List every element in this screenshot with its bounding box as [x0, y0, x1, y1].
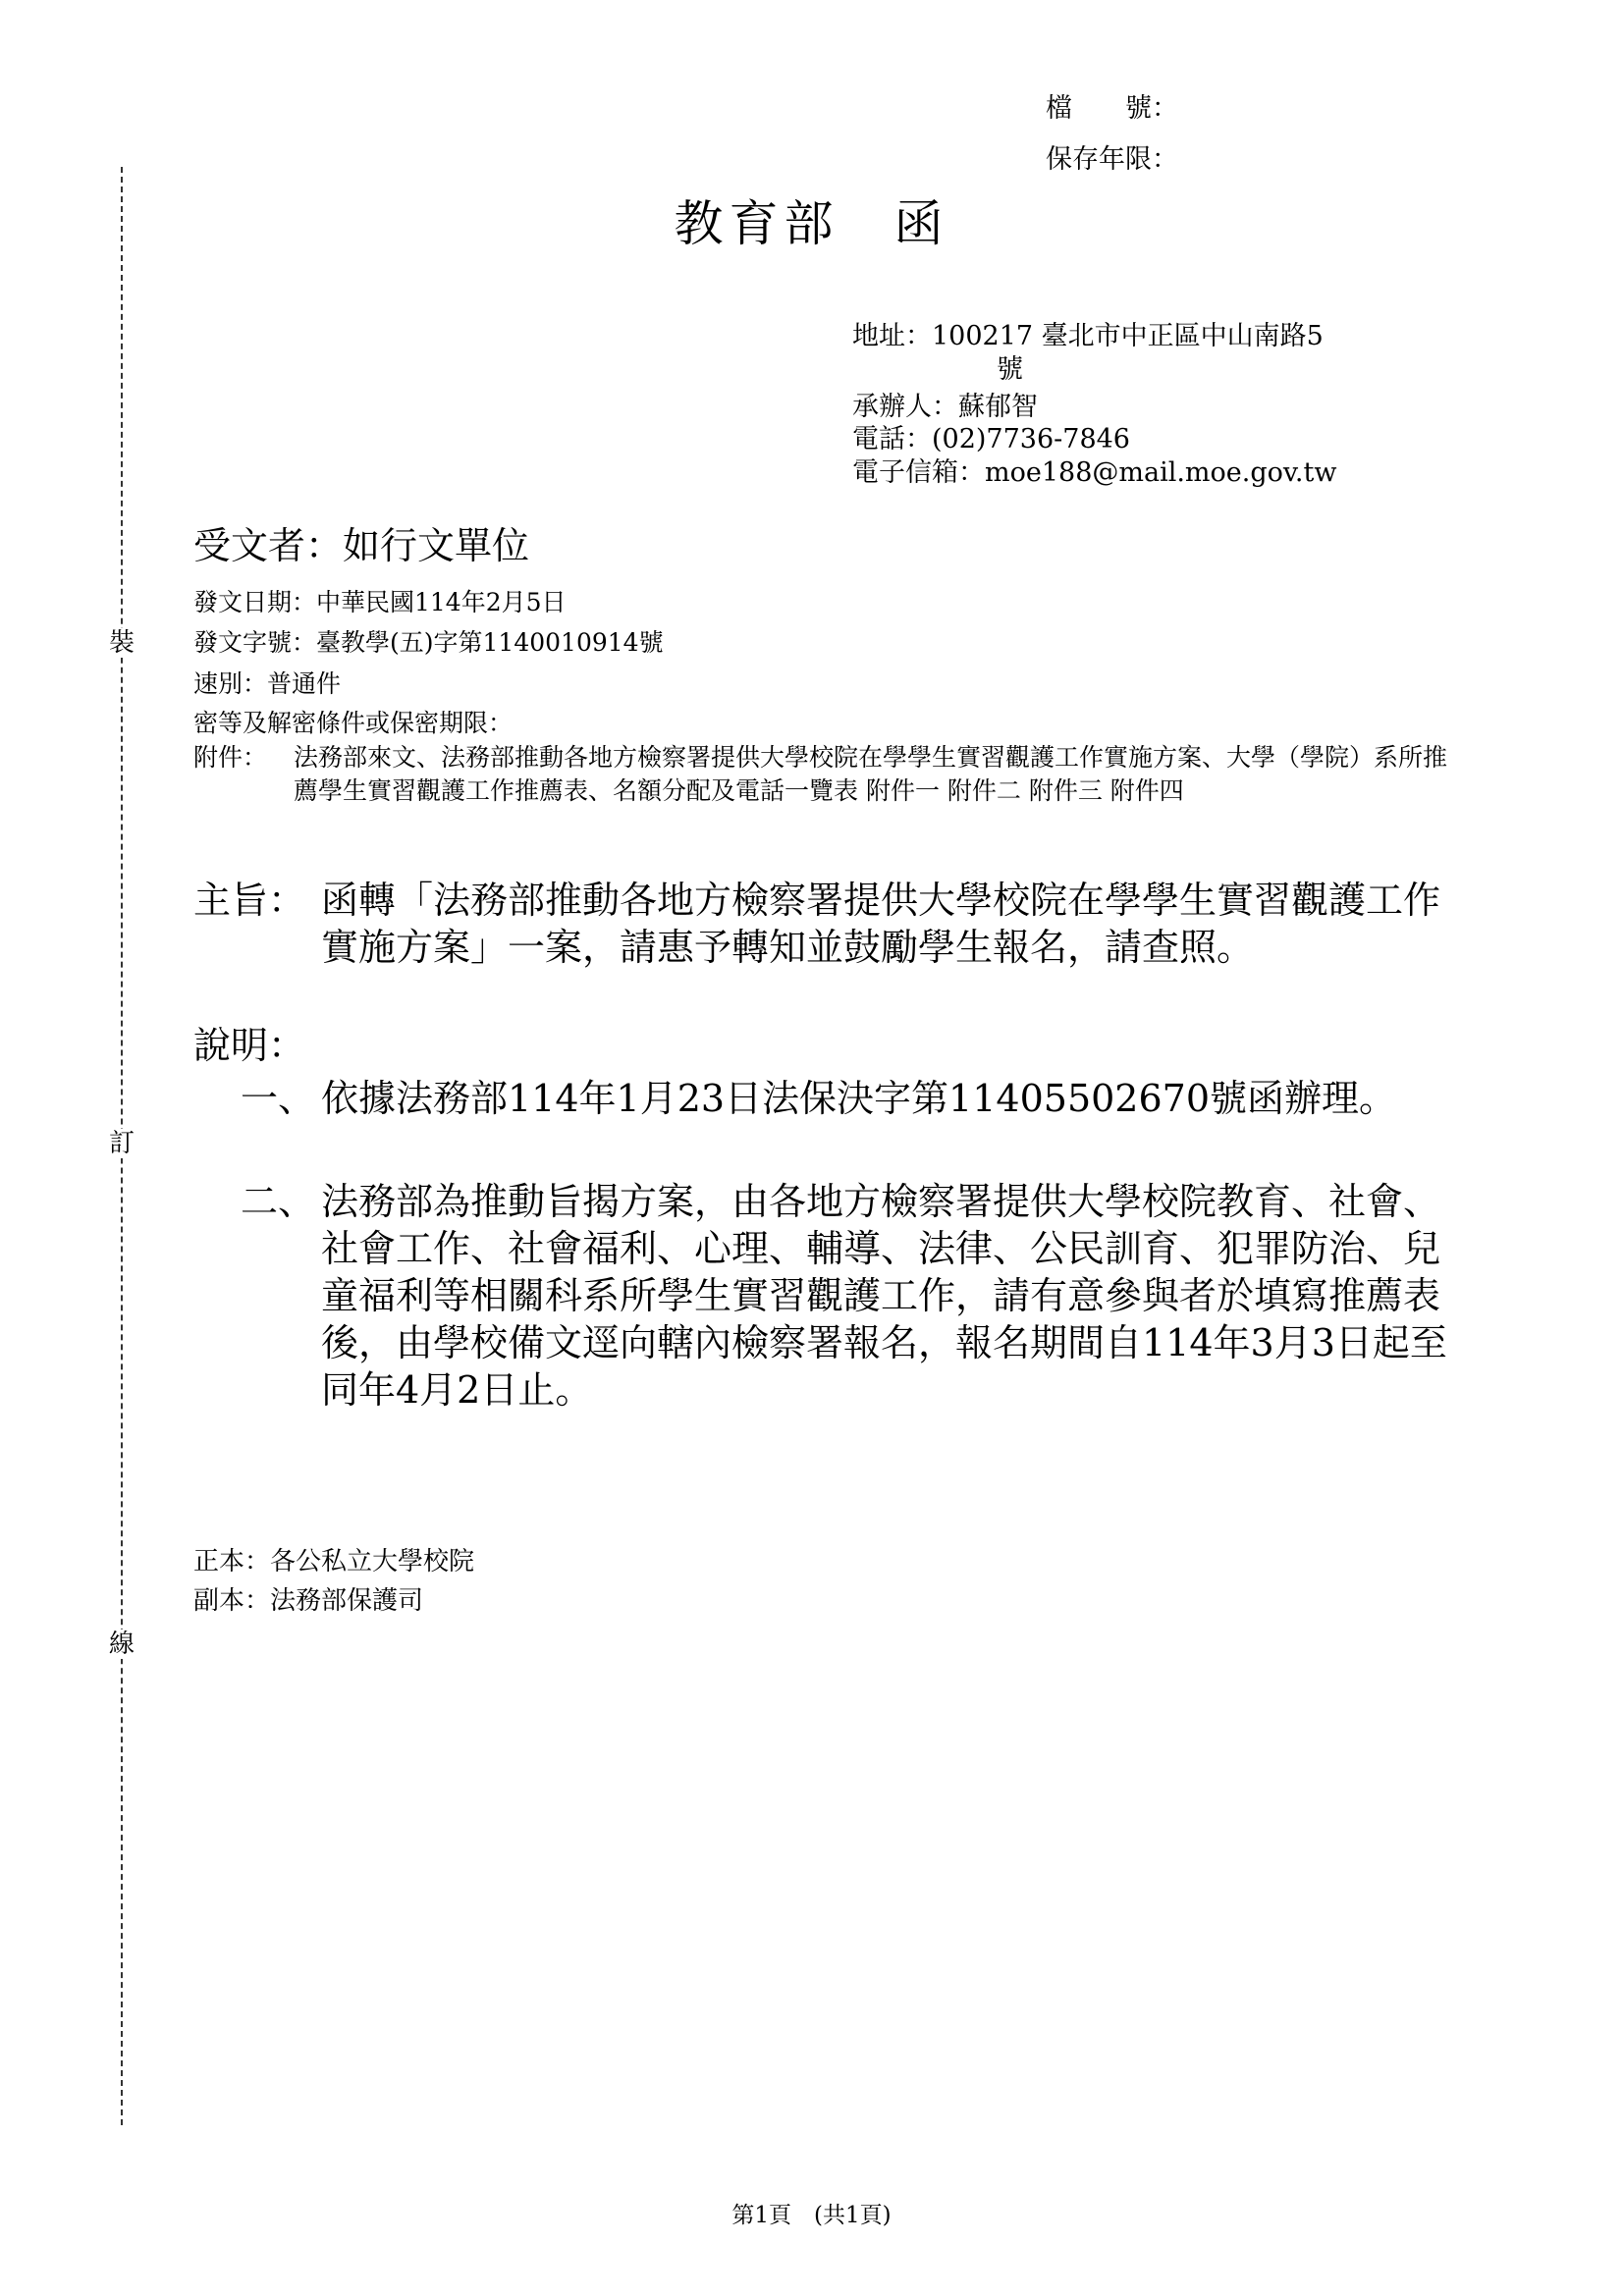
binding-mark-zhuang: 裝 — [108, 628, 135, 658]
secrecy-level: 密等及解密條件或保密期限： — [193, 709, 514, 737]
document-number: 發文字號：臺教學(五)字第1140010914號 — [193, 628, 664, 657]
explanation-item-2-text: 法務部為推動旨揭方案，由各地方檢察署提供大學校院教育、社會、社會工作、社會福利、心理、輔導、法律、公民訓育、犯罪防治、兒童福利等相關科系所學生實習觀護工作，請有意參與者於填寫推薦表後，由學校備文逕向轄內檢察署報名，報名期間自114年3月3日起至同年4月2日止。 — [321, 1180, 1447, 1412]
sender-address-cont: 號 — [997, 354, 1023, 385]
sender-phone: 電話：(02)7736-7846 — [852, 424, 1130, 454]
explanation-item-2-number: 二、 — [241, 1180, 316, 1223]
page-title: 教育部 函 — [674, 195, 949, 252]
sender-email: 電子信箱：moe188@mail.moe.gov.tw — [852, 457, 1337, 488]
binding-mark-xian: 線 — [108, 1629, 135, 1659]
speed-type: 速別：普通件 — [193, 669, 342, 698]
original-recipients: 正本：各公私立大學校院 — [193, 1547, 475, 1576]
retention-period-label: 保存年限： — [1046, 144, 1178, 175]
copy-recipients: 副本：法務部保護司 — [193, 1586, 424, 1616]
attachment-label: 附件： — [193, 743, 268, 772]
issue-date: 發文日期：中華民國114年2月5日 — [193, 588, 567, 616]
sender-contact: 承辦人：蘇郁智 — [852, 392, 1038, 422]
explanation-item-1-number: 一、 — [241, 1077, 316, 1120]
explanation-item-1-text: 依據法務部114年1月23日法保決字第11405502670號函辦理。 — [321, 1077, 1397, 1120]
attachment-text: 法務部來文、法務部推動各地方檢察署提供大學校院在學學生實習觀護工作實施方案、大學（學院）系所推薦學生實習觀護工作推薦表、名額分配及電話一覽表 附件一 附件二 附件三 附件四 — [294, 743, 1448, 805]
subject-text: 函轉「法務部推動各地方檢察署提供大學校院在學學生實習觀護工作實施方案」一案，請惠予轉知並鼓勵學生報名，請查照。 — [321, 879, 1441, 969]
page-footer: 第1頁 (共1頁) — [731, 2203, 892, 2228]
recipient: 受文者：如行文單位 — [193, 524, 530, 567]
sender-address: 地址：100217 臺北市中正區中山南路5 — [852, 321, 1324, 351]
subject-label: 主旨： — [193, 879, 306, 922]
binding-mark-ding: 訂 — [108, 1129, 135, 1158]
explanation-label: 說明： — [193, 1024, 306, 1067]
file-number-label: 檔 號： — [1046, 93, 1178, 124]
